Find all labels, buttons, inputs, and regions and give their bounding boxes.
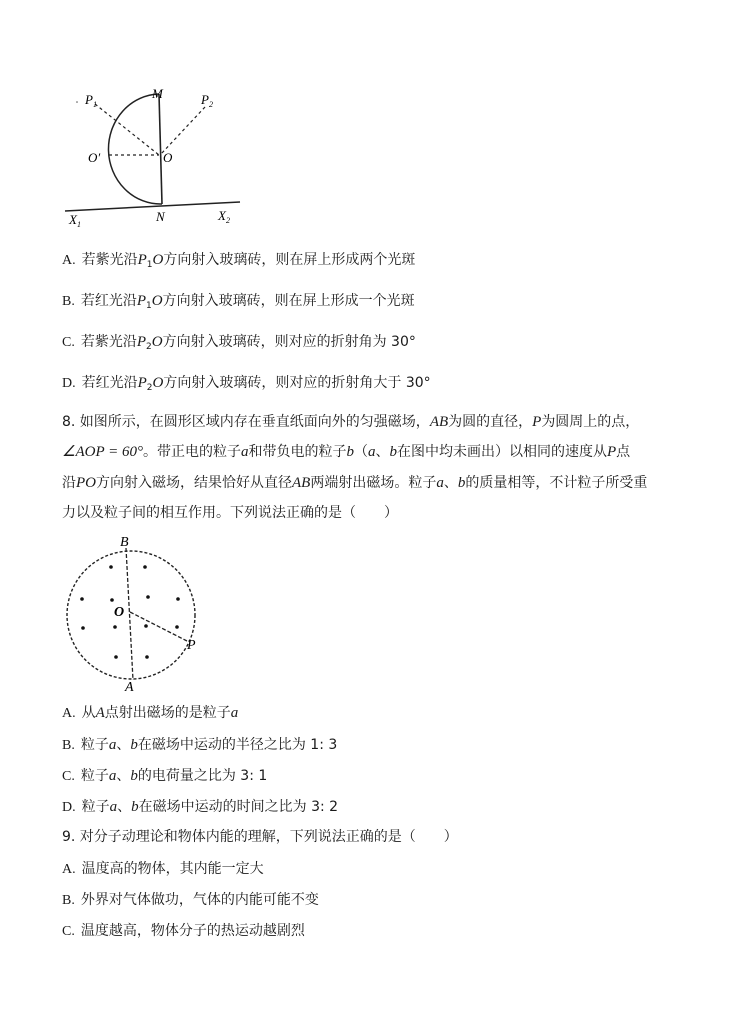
label-o: O: [163, 150, 173, 165]
q7-option-d: D. 若红光沿$P_2O$方向射入玻璃砖，则对应的折射角大于 30°: [62, 375, 431, 393]
label-p1: $P_1$: [85, 92, 97, 109]
q9-stem: 9. 对分子动理论和物体内能的理解，下列说法正确的是（ ）: [62, 829, 458, 845]
field-dot: [145, 655, 149, 659]
label-a: A: [125, 680, 134, 694]
q8-stem-line-2: ∠AOP = 60°。带正电的粒子a和带负电的粒子b（a、b在图中均未画出）以相同的速度从P点: [62, 444, 631, 460]
label-o-prime: O′: [88, 150, 101, 165]
label-n: N: [156, 209, 165, 224]
field-dot: [176, 597, 180, 601]
label-p2: $P_2$: [201, 92, 213, 109]
field-dot: [146, 595, 150, 599]
ray-p2o: [161, 107, 205, 154]
diameter-ab: [126, 548, 133, 680]
field-dot: [80, 597, 84, 601]
field-dot: [110, 598, 114, 602]
ray-p1o: [95, 104, 159, 155]
field-boundary-circle: [67, 551, 195, 679]
q9-option-b: B. 外界对气体做功，气体的内能可能不变: [62, 892, 319, 908]
field-dot: [113, 625, 117, 629]
field-dot: [144, 624, 148, 628]
label-b: B: [120, 535, 129, 550]
q7-option-c: C. 若紫光沿$P_2O$方向射入玻璃砖，则对应的折射角为 30°: [62, 334, 416, 352]
field-dot: [175, 625, 179, 629]
figure-glass-brick: [55, 80, 255, 230]
q8-option-c: C. 粒子a、b的电荷量之比为 3: 1: [62, 768, 268, 784]
q9-option-c: C. 温度越高，物体分子的热运动越剧烈: [62, 923, 305, 939]
q9-option-a: A. 温度高的物体，其内能一定大: [62, 861, 264, 877]
semicircle-arc: [108, 94, 162, 204]
field-dot: [109, 565, 113, 569]
q8-stem-line-1: 8. 如图所示，在圆形区域内存在垂直纸面向外的匀强磁场，AB为圆的直径，P为圆周上的点，: [62, 414, 640, 430]
q7-option-a: A. 若紫光沿$P_1O$方向射入玻璃砖，则在屏上形成两个光斑: [62, 252, 416, 270]
label-p: P: [187, 638, 196, 653]
label-m: M: [152, 86, 163, 101]
q8-stem-line-3: 沿PO方向射入磁场，结果恰好从直径AB两端射出磁场。粒子a、b的质量相等，不计粒子所受重: [62, 475, 648, 491]
field-dot: [143, 565, 147, 569]
q8-option-a: A. 从A点射出磁场的是粒子a: [62, 705, 239, 721]
diameter-mn: [159, 94, 162, 204]
q7-option-b: B. 若红光沿$P_1O$方向射入玻璃砖，则在屏上形成一个光斑: [62, 293, 415, 311]
label-x2: $X_2$: [218, 208, 230, 225]
field-dot: [114, 655, 118, 659]
q8-stem-line-4: 力以及粒子间的相互作用。下列说法正确的是（ ）: [62, 505, 398, 521]
q8-option-d: D. 粒子a、b在磁场中运动的时间之比为 3: 2: [62, 799, 339, 815]
figure-magnetic-field: [60, 534, 210, 694]
tick-mark-1: [76, 101, 78, 103]
label-o: O: [114, 605, 125, 620]
field-dot: [81, 626, 85, 630]
q8-option-b: B. 粒子a、b在磁场中运动的半径之比为 1: 3: [62, 737, 338, 753]
label-x1: $X_1$: [69, 212, 81, 229]
